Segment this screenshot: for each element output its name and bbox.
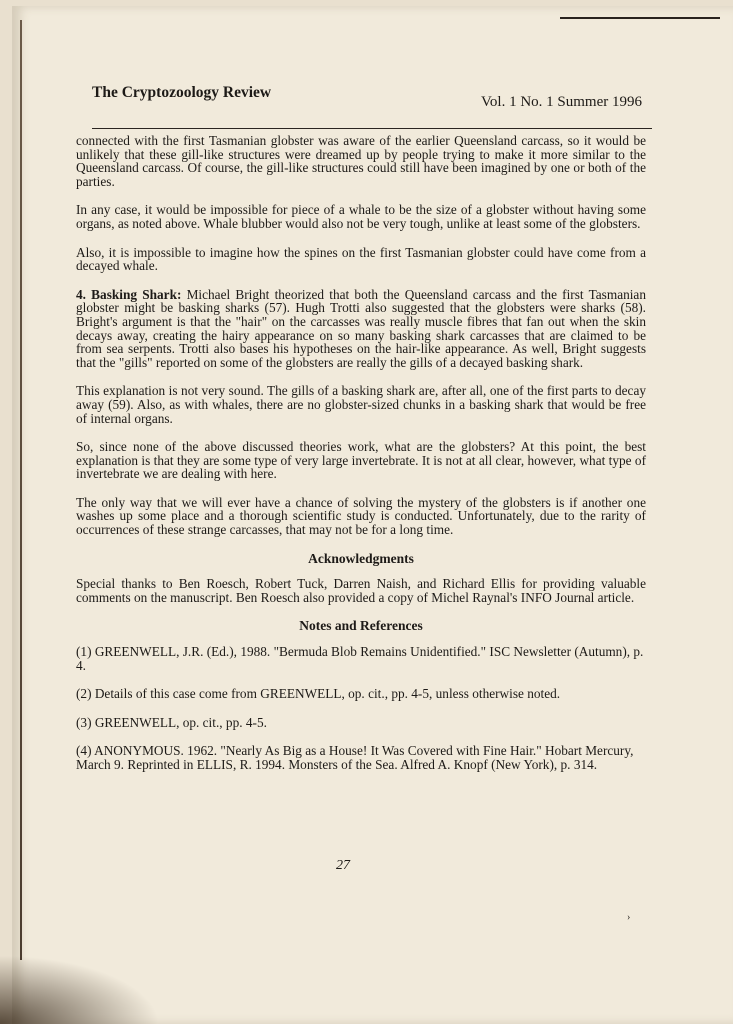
paragraph: This explanation is not very sound. The gills of a basking shark are, after all, one of the first parts to decay away (59). Also, as with whales, there are no globster-sized chunks in a basking shark that would be free of internal organs. [76, 383, 646, 426]
corner-shadow [0, 955, 160, 1024]
binding-edge [20, 20, 22, 960]
paragraph: The only way that we will ever have a chance of solving the mystery of the globsters is if another one washes up some place and a thorough scientific study is conducted. Unfortunately, due to the rarity of occurrences of these strange carcasses, that may not be for a long time. [76, 494, 646, 538]
header-rule [92, 128, 652, 129]
issue-info: Vol. 1 No. 1 Summer 1996 [481, 94, 642, 110]
margin-mark: › [627, 912, 631, 923]
reference-item: (2) Details of this case come from GREENWELL, op. cit., pp. 4-5, unless otherwise noted. [76, 686, 561, 702]
article-body [76, 134, 646, 787]
acknowledgments-text: Special thanks to Ben Roesch, Robert Tuck, Darren Naish, and Richard Ellis for providing valuable comments on the manuscript. Ben Roesch also provided a copy of Michel Raynal's INFO Journal article. [76, 576, 646, 605]
reference-item: (1) GREENWELL, J.R. (Ed.), 1988. "Bermuda Blob Remains Unidentified." ISC Newsletter (Autumn), p. 4. [76, 644, 644, 673]
section-text: Michael Bright theorized that both the Queensland carcass and the first Tasmanian globster might be basking sharks (57). Hugh Trotti also suggested that the globsters were sharks (58). Bright's argument is that the "hair" on the carcasses was really muscle fibres that fan out when the skin decays away, creating the hairy appearance on so many basking shark carcasses that are claimed to be from sea serpents. Trotti also bases his hypotheses on the hair-like appearance. As well, Bright suggests that the "gills" reported on some of the globsters are really the gills of a decayed basking shark. [76, 286, 646, 370]
basking-shark-paragraph [76, 288, 646, 370]
top-rule [560, 17, 720, 19]
references-heading: Notes and References [299, 618, 423, 634]
paragraph: Also, it is impossible to imagine how the spines on the first Tasmanian globster could have come from a decayed whale. [76, 244, 646, 274]
paragraph: connected with the first Tasmanian globster was aware of the earlier Queensland carcass, so it would be unlikely that these gill-like structures were dreamed up by people trying to make it more similar to the Queensland carcass. Of course, the gill-like structures could still have been imagined by one or both of the parties. [76, 133, 646, 189]
acknowledgments-heading: Acknowledgments [308, 550, 414, 566]
page-header [92, 84, 642, 114]
paragraph: So, since none of the above discussed theories work, what are the globsters? At this point, the best explanation is that they are some type of very large invertebrate. It is not at all clear, however, what type of invertebrate we are dealing with here. [76, 439, 646, 482]
section-lead: 4. Basking Shark: [76, 286, 182, 302]
page-number: 27 [336, 858, 350, 873]
reference-item: (3) GREENWELL, op. cit., pp. 4-5. [76, 714, 267, 730]
paragraph: In any case, it would be impossible for piece of a whale to be the size of a globster without having some organs, as noted above. Whale blubber would also not be very tough, unlike at least some of the globsters. [76, 202, 646, 231]
journal-title: The Cryptozoology Review [92, 84, 272, 101]
reference-item: (4) ANONYMOUS. 1962. "Nearly As Big as a House! It Was Covered with Fine Hair." Hobart Mercury, March 9. Reprinted in ELLIS, R. 1994. Monsters of the Sea. Alfred A. Knopf (New York), p. 314. [76, 743, 634, 772]
